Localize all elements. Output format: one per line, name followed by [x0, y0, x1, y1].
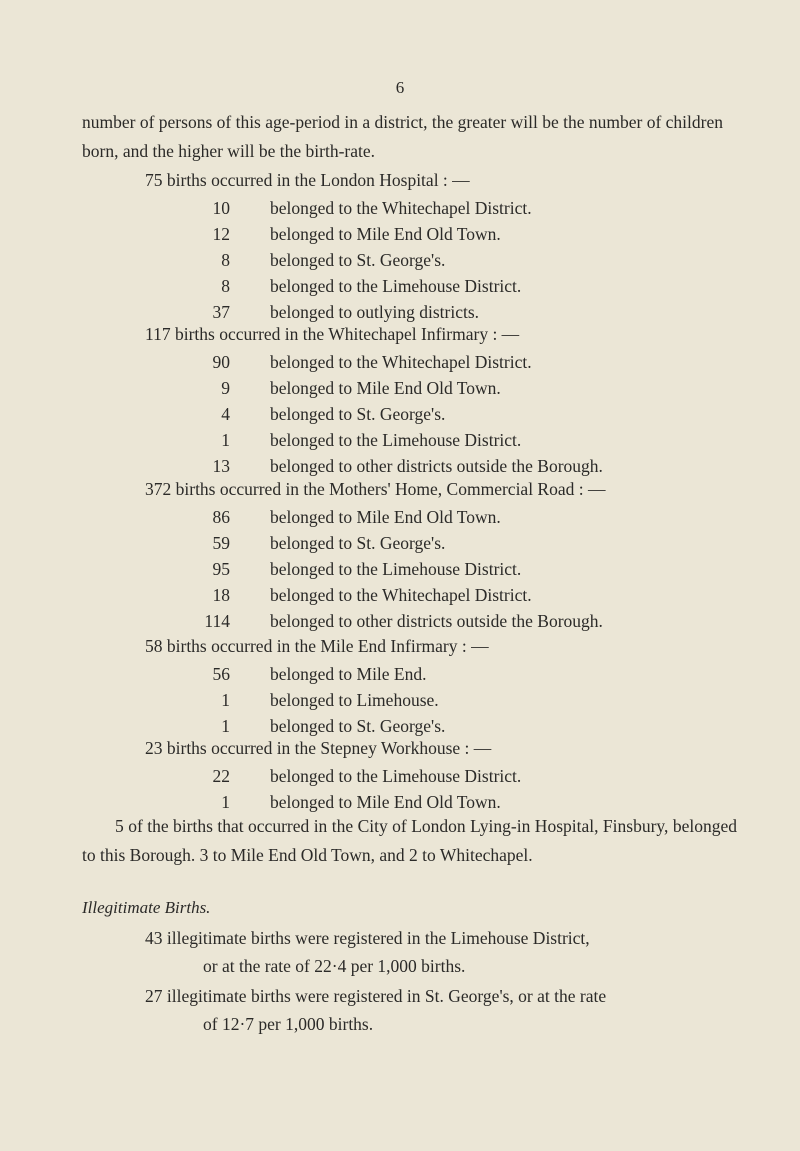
row-text: belonged to the Whitechapel District. — [270, 352, 532, 372]
row-text: belonged to St. George's. — [270, 533, 446, 553]
row-count: 8 — [221, 276, 230, 296]
row-count: 12 — [212, 224, 230, 244]
intro-paragraph: number of persons of this age-period in a district, the greater will be the number of children born, and the higher will be the birth-rate. — [82, 112, 723, 161]
row-text: belonged to the Limehouse District. — [270, 766, 522, 786]
row-text: belonged to Limehouse. — [270, 690, 439, 710]
row-count: 56 — [212, 664, 230, 684]
row-text: belonged to the Limehouse District. — [270, 430, 522, 450]
section-heading: 372 births occurred in the Mothers' Home, Commercial Road : — — [145, 479, 606, 499]
illegitimate-line-continued: of 12·7 per 1,000 births. — [203, 1014, 374, 1034]
row-text: belonged to the Limehouse District. — [270, 559, 522, 579]
row-text: belonged to Mile End Old Town. — [270, 378, 501, 398]
section-heading: 117 births occurred in the Whitechapel Infirmary : — — [145, 324, 520, 344]
row-text: belonged to Mile End Old Town. — [270, 507, 501, 527]
illegitimate-item — [145, 924, 745, 980]
row-count: 18 — [212, 585, 230, 605]
row-count: 4 — [221, 404, 230, 424]
row-count: 1 — [221, 690, 230, 710]
row-text: belonged to Mile End Old Town. — [270, 224, 501, 244]
city-of-london-note: 5 of the births that occurred in the City of London Lying-in Hospital, Finsbury, belonged to this Borough. 3 to Mile End Old Town, and 2 to Whitechapel. — [82, 816, 737, 865]
row-count: 1 — [221, 792, 230, 812]
row-count: 9 — [221, 378, 230, 398]
row-count: 1 — [221, 716, 230, 736]
row-count: 22 — [212, 766, 230, 786]
illegitimate-line-continued: or at the rate of 22·4 per 1,000 births. — [203, 956, 466, 976]
row-count: 59 — [212, 533, 230, 553]
row-text: belonged to St. George's. — [270, 250, 446, 270]
row-text: belonged to the Limehouse District. — [270, 276, 522, 296]
row-count: 37 — [212, 302, 230, 322]
row-text: belonged to St. George's. — [270, 404, 446, 424]
section-heading: 23 births occurred in the Stepney Workhouse : — — [145, 738, 492, 758]
row-text: belonged to St. George's. — [270, 716, 446, 736]
row-count: 86 — [212, 507, 230, 527]
row-count: 1 — [221, 430, 230, 450]
row-text: belonged to the Whitechapel District. — [270, 198, 532, 218]
row-text: belonged to Mile End. — [270, 664, 427, 684]
illegitimate-births-heading: Illegitimate Births. — [82, 898, 211, 917]
row-text: belonged to Mile End Old Town. — [270, 792, 501, 812]
row-count: 90 — [212, 352, 230, 372]
row-count: 13 — [212, 456, 230, 476]
row-text: belonged to other districts outside the Borough. — [270, 611, 603, 631]
illegitimate-line: 43 illegitimate births were registered in the Limehouse District, — [145, 928, 590, 948]
row-text: belonged to the Whitechapel District. — [270, 585, 532, 605]
section-heading: 75 births occurred in the London Hospital : — — [145, 170, 470, 190]
illegitimate-line: 27 illegitimate births were registered in St. George's, or at the rate — [145, 986, 607, 1006]
row-count: 8 — [221, 250, 230, 270]
row-text: belonged to other districts outside the Borough. — [270, 456, 603, 476]
row-count: 114 — [204, 611, 230, 631]
row-count: 95 — [212, 559, 230, 579]
section-heading: 58 births occurred in the Mile End Infirmary : — — [145, 636, 489, 656]
row-count: 10 — [212, 198, 230, 218]
page-number: 6 — [395, 78, 405, 97]
row-text: belonged to outlying districts. — [270, 302, 480, 322]
illegitimate-item — [145, 982, 745, 1038]
